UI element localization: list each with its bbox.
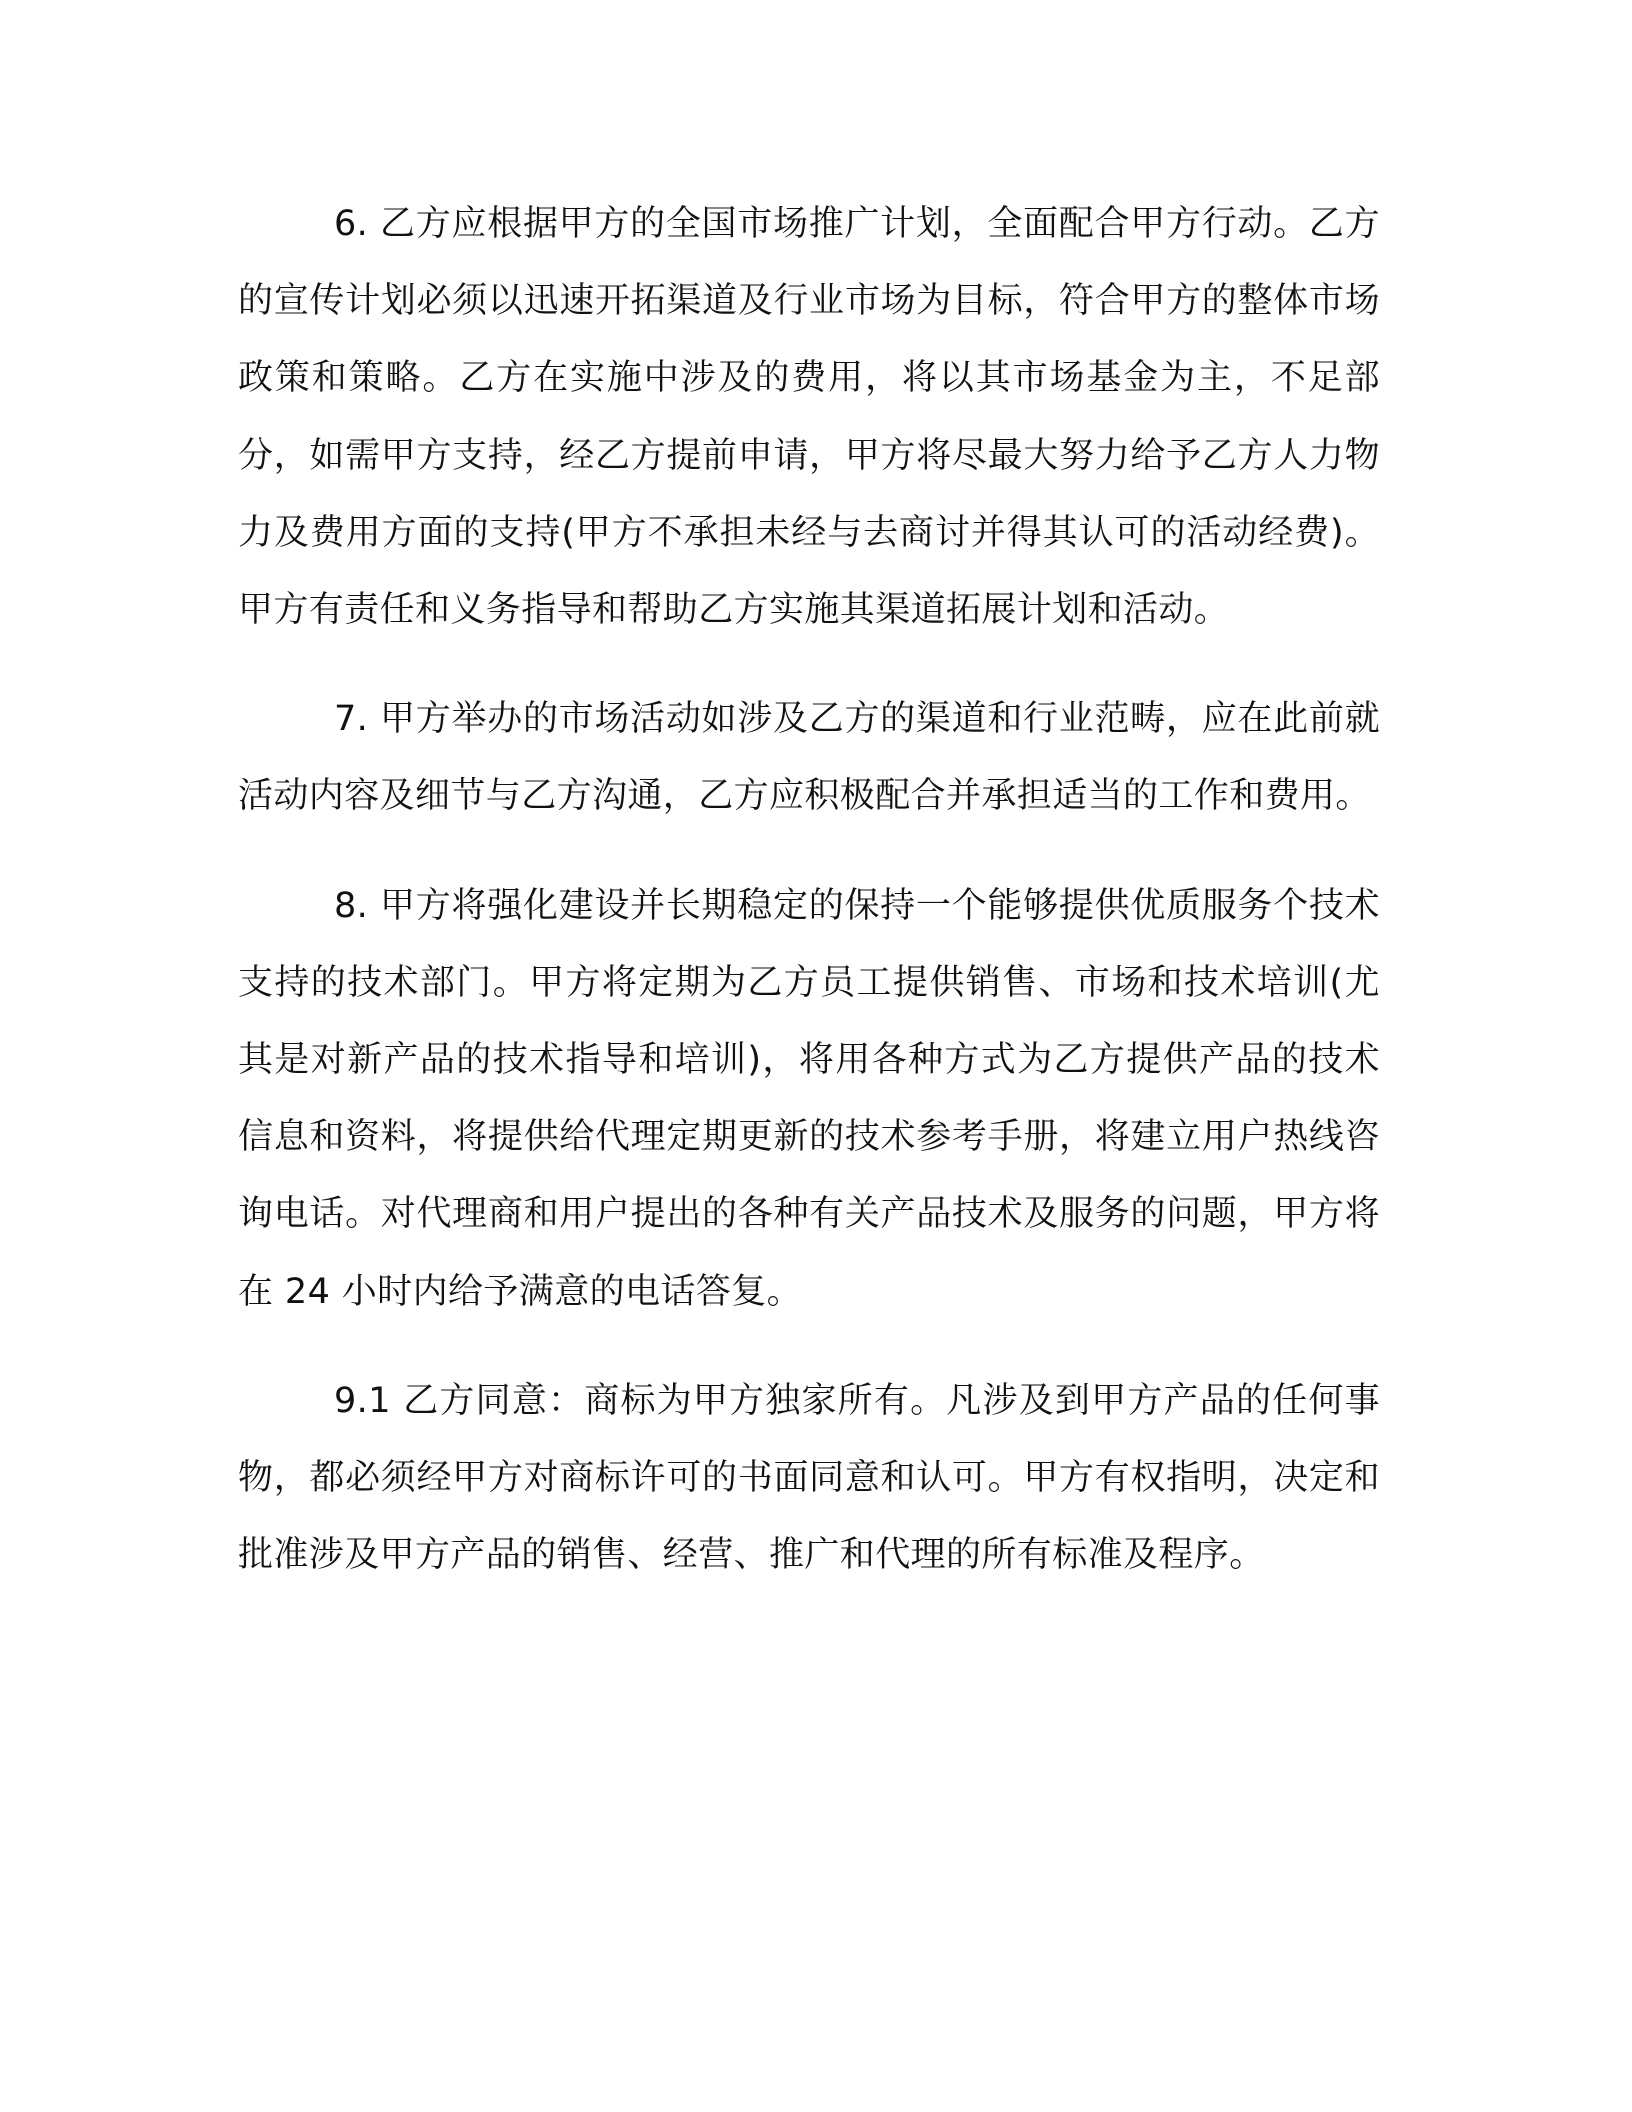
clause-8: 8. 甲方将强化建设并长期稳定的保持一个能够提供优质服务个技术支持的技术部门。甲方将定期为乙方员工提供销售、市场和技术培训(尤其是对新产品的技术指导和培训)，将用各种方式为乙方提供产品的技术信息和资料，将提供给代理定期更新的技术参考手册，将建立用户热线咨询电话。对代理商和用户提出的各种有关产品技术及服务的问题，甲方将在 24 小时内给予满意的电话答复。 xyxy=(238,885,1380,1312)
clause-9-1: 9.1 乙方同意：商标为甲方独家所有。凡涉及到甲方产品的任何事物，都必须经甲方对商标许可的书面同意和认可。甲方有权指明，决定和批准涉及甲方产品的销售、经营、推广和代理的所有标准及程序。 xyxy=(238,1380,1380,1576)
clause-7: 7. 甲方举办的市场活动如涉及乙方的渠道和行业范畴，应在此前就活动内容及细节与乙方沟通，乙方应积极配合并承担适当的工作和费用。 xyxy=(238,699,1380,817)
document-body xyxy=(238,186,1380,1626)
clause-6: 6. 乙方应根据甲方的全国市场推广计划，全面配合甲方行动。乙方的宣传计划必须以迅速开拓渠道及行业市场为目标，符合甲方的整体市场政策和策略。乙方在实施中涉及的费用，将以其市场基金为主，不足部分，如需甲方支持，经乙方提前申请，甲方将尽最大努力给予乙方人力物力及费用方面的支持(甲方不承担未经与去商讨并得其认可的活动经费)。甲方有责任和义务指导和帮助乙方实施其渠道拓展计划和活动。 xyxy=(238,204,1380,631)
